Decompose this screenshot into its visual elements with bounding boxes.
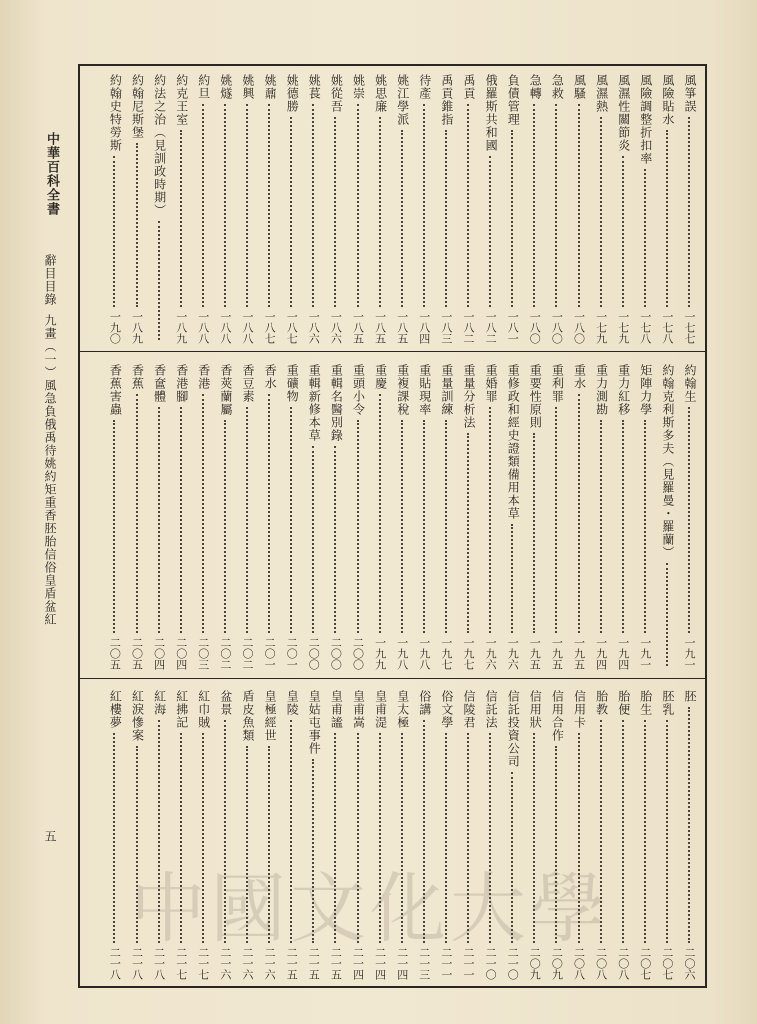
leader-dots <box>268 104 270 307</box>
entry-term: 信用卡 <box>572 690 587 729</box>
entry-term: 姚德勝 <box>285 74 300 113</box>
index-entry <box>259 360 280 674</box>
index-entry <box>237 70 258 348</box>
index-entry <box>502 70 523 348</box>
entry-page: 一八六 <box>329 311 343 344</box>
index-entry <box>259 70 280 348</box>
leader-dots <box>113 733 115 943</box>
index-entry <box>480 360 501 674</box>
entry-term: 重貼現率 <box>417 364 432 416</box>
entry-page: 一九五 <box>550 637 564 670</box>
leader-dots <box>423 420 425 633</box>
running-header: 九畫（一）風急負俄禹待姚約矩重香胚胎信俗皇盾盆紅 <box>43 314 57 626</box>
entry-page: 一八五 <box>351 311 365 344</box>
leader-dots <box>246 104 248 307</box>
entry-page: 一九四 <box>594 637 608 670</box>
leader-dots <box>555 407 557 633</box>
entry-page: 二〇二 <box>241 637 254 670</box>
index-entry <box>569 360 590 674</box>
entry-page: 一七九 <box>616 311 630 344</box>
entry-term: 約旦 <box>196 74 211 100</box>
entry-page: 一九八 <box>395 637 409 670</box>
index-entry <box>546 360 567 674</box>
leader-dots <box>312 104 314 307</box>
leader-dots <box>113 156 115 307</box>
entry-term: 香莢蘭屬 <box>218 364 233 416</box>
entry-term: 紅樓夢 <box>108 690 123 729</box>
entry-page: 二〇一 <box>263 637 277 670</box>
entry-term: 盾皮魚類 <box>241 690 255 742</box>
entry-page: 二一六 <box>263 947 277 980</box>
index-entry <box>679 686 700 984</box>
entry-term: 香港 <box>196 364 211 390</box>
book-title: 中華百科全書 <box>44 132 59 216</box>
index-entry <box>171 360 192 674</box>
leader-dots <box>202 104 204 307</box>
entry-page: 二一七 <box>174 947 188 980</box>
index-entry <box>458 360 479 674</box>
entry-term: 約法之治（見訓政時期） <box>152 74 167 217</box>
leader-dots <box>113 420 115 633</box>
entry-page: 一九七 <box>462 637 475 670</box>
leader-dots <box>180 130 182 307</box>
entry-term: 負債管理 <box>506 74 521 126</box>
entry-term: 重頭小令 <box>351 364 366 416</box>
leader-dots <box>334 117 336 307</box>
index-entry <box>657 360 678 674</box>
index-entry <box>193 360 214 674</box>
entry-term: 皇甫謐 <box>329 690 344 729</box>
leader-dots <box>290 407 292 633</box>
leader-dots <box>423 104 425 307</box>
index-entry <box>392 70 413 348</box>
entry-term: 紅拂記 <box>174 690 189 729</box>
entry-term: 姚興 <box>241 74 255 100</box>
index-entry <box>281 70 302 348</box>
entry-term: 信託投資公司 <box>506 690 521 768</box>
entry-page: 一八〇 <box>572 311 586 344</box>
index-entry <box>127 360 148 674</box>
entry-page: 二〇〇 <box>307 637 321 670</box>
entry-page: 一七七 <box>683 311 696 344</box>
leader-dots <box>357 104 359 307</box>
entry-page: 二〇一 <box>285 637 299 670</box>
entry-term: 信用狀 <box>528 690 543 729</box>
entry-page: 二〇六 <box>683 947 696 980</box>
entry-page: 二一五 <box>285 947 299 980</box>
index-entry <box>414 360 435 674</box>
entry-term: 姚萇 <box>307 74 322 100</box>
index-entry <box>657 686 678 984</box>
index-entry <box>414 70 435 348</box>
entry-term: 重複課稅 <box>395 364 410 416</box>
entry-term: 重婚罪 <box>484 364 499 403</box>
leader-dots <box>312 446 314 633</box>
entry-term: 皇甫湜 <box>373 690 388 729</box>
entry-term: 重量訓練 <box>439 364 454 416</box>
leader-dots <box>158 221 160 340</box>
entry-page: 一九七 <box>439 637 453 670</box>
entry-term: 急轉 <box>528 74 543 100</box>
entry-term: 重力紅移 <box>616 364 631 416</box>
entry-term: 皇陵 <box>285 690 300 716</box>
index-entry <box>348 360 369 674</box>
entry-page: 二一六 <box>218 947 232 980</box>
leader-dots <box>224 420 226 633</box>
entry-term: 信用合作 <box>550 690 565 742</box>
leader-dots <box>246 407 248 633</box>
entry-term: 姚鼐 <box>263 74 278 100</box>
entry-page: 二〇二 <box>218 637 232 670</box>
entry-term: 紅淚慘案 <box>130 690 145 742</box>
entry-page: 二一三 <box>417 947 431 980</box>
leader-dots <box>136 394 138 633</box>
entry-page: 二〇五 <box>108 637 122 670</box>
entry-page: 一九一 <box>638 637 652 670</box>
entry-page: 二〇九 <box>528 947 542 980</box>
leader-dots <box>533 433 535 633</box>
entry-page: 一八二 <box>462 311 475 344</box>
entry-page: 二一四 <box>351 947 365 980</box>
divider-1 <box>80 351 705 352</box>
leader-dots <box>600 420 602 633</box>
index-entry <box>325 360 346 674</box>
entry-term: 約翰生 <box>683 364 697 403</box>
leader-dots <box>644 420 646 633</box>
entry-page: 二〇八 <box>594 947 608 980</box>
entry-page: 一八七 <box>285 311 299 344</box>
entry-term: 紅海 <box>152 690 167 716</box>
leader-dots <box>688 707 690 943</box>
entry-page: 二一五 <box>329 947 343 980</box>
index-entry <box>436 360 457 674</box>
entry-page: 一九八 <box>417 637 431 670</box>
leader-dots <box>290 117 292 307</box>
leader-dots <box>467 104 469 307</box>
leader-dots <box>578 394 580 633</box>
entry-page: 一九九 <box>373 637 387 670</box>
entry-page: 一九五 <box>528 637 542 670</box>
entry-term: 重修政和經史證類備用本草 <box>506 364 521 520</box>
index-entry <box>436 70 457 348</box>
leader-dots <box>401 130 403 307</box>
leader-dots <box>445 130 447 307</box>
leader-dots <box>489 407 491 633</box>
index-entry <box>370 70 391 348</box>
entry-page: 二〇七 <box>638 947 652 980</box>
entry-term: 信陵君 <box>462 690 476 729</box>
entry-term: 約翰尼斯堡 <box>130 74 145 139</box>
entry-term: 信託法 <box>484 690 499 729</box>
leader-dots <box>555 104 557 307</box>
index-entry <box>591 70 612 348</box>
entry-page: 一九〇 <box>108 311 122 344</box>
entry-term: 胚乳 <box>660 690 675 716</box>
entry-page: 二一一 <box>462 947 475 980</box>
entry-term: 胎生 <box>638 690 653 716</box>
leader-dots <box>511 130 513 307</box>
index-entry <box>635 360 656 674</box>
entry-term: 風險貼水 <box>660 74 675 126</box>
leader-dots <box>379 117 381 307</box>
index-entry <box>613 360 634 674</box>
index-entry <box>635 70 656 348</box>
entry-page: 一八九 <box>174 311 188 344</box>
index-entry <box>104 686 125 984</box>
entry-page: 一八八 <box>218 311 232 344</box>
leader-dots <box>136 143 138 307</box>
entry-term: 香水 <box>263 364 278 390</box>
entry-term: 俗講 <box>417 690 432 716</box>
index-entry <box>458 70 479 348</box>
entry-page: 一八五 <box>395 311 409 344</box>
leader-dots <box>622 420 624 633</box>
entry-term: 風濕熱 <box>594 74 609 113</box>
entry-page: 二一八 <box>130 947 144 980</box>
entry-term: 紅巾賊 <box>196 690 211 729</box>
index-entry <box>149 360 170 674</box>
entry-term: 約克王室 <box>174 74 189 126</box>
entry-page: 二〇〇 <box>329 637 343 670</box>
entry-term: 俗文學 <box>439 690 454 729</box>
entry-page: 一九一 <box>683 637 696 670</box>
entry-page: 一八四 <box>417 311 431 344</box>
entry-page: 二一四 <box>395 947 409 980</box>
leader-dots <box>224 104 226 307</box>
entry-term: 香港腳 <box>174 364 189 403</box>
entry-term: 重利罪 <box>550 364 565 403</box>
index-entry <box>480 70 501 348</box>
entry-page: 二〇〇 <box>351 637 365 670</box>
leader-dots <box>202 394 204 633</box>
entry-term: 胎便 <box>616 690 631 716</box>
index-entry <box>613 70 634 348</box>
entry-term: 重輯新修本草 <box>307 364 322 442</box>
leader-dots <box>334 446 336 633</box>
entry-term: 重要性原則 <box>528 364 543 429</box>
entry-term: 重慶 <box>373 364 388 390</box>
index-entry <box>104 360 125 674</box>
entry-term: 香奩體 <box>152 364 167 403</box>
entry-term: 風險調整折扣率 <box>638 74 653 165</box>
index-entry <box>281 360 302 674</box>
leader-dots <box>666 563 668 666</box>
index-entry <box>325 70 346 348</box>
leader-dots <box>578 104 580 307</box>
entry-page: 一八八 <box>196 311 210 344</box>
entry-term: 盆景 <box>218 690 233 716</box>
entry-page: 一八〇 <box>528 311 542 344</box>
entry-term: 姚從吾 <box>329 74 344 113</box>
entry-page: 二一四 <box>373 947 387 980</box>
entry-page: 一九六 <box>506 637 520 670</box>
leader-dots <box>533 104 535 307</box>
leader-dots <box>467 433 469 633</box>
entry-page: 一八八 <box>241 311 254 344</box>
entry-term: 皇太極 <box>395 690 410 729</box>
entry-page: 二一五 <box>307 947 321 980</box>
entry-page: 一八九 <box>130 311 144 344</box>
entry-term: 約翰克利斯多夫（見羅曼・羅蘭） <box>660 364 675 559</box>
entry-term: 風濕性關節炎 <box>616 74 631 152</box>
entry-term: 重量分析法 <box>462 364 476 429</box>
index-entry <box>237 360 258 674</box>
entry-term: 待產 <box>417 74 432 100</box>
entry-page: 二一八 <box>108 947 122 980</box>
leader-dots <box>688 117 690 307</box>
leader-dots <box>644 169 646 307</box>
entry-page: 二〇八 <box>572 947 586 980</box>
entry-term: 姚崇 <box>351 74 366 100</box>
entry-term: 胎教 <box>594 690 609 716</box>
leader-dots <box>622 720 624 943</box>
entry-page: 二一〇 <box>484 947 498 980</box>
leader-dots <box>489 156 491 307</box>
index-entry <box>370 360 391 674</box>
leader-dots <box>180 407 182 633</box>
entry-term: 皇甫嵩 <box>351 690 366 729</box>
entry-page: 一九四 <box>616 637 630 670</box>
leader-dots <box>600 117 602 307</box>
entry-term: 約翰史特勞斯 <box>108 74 123 152</box>
index-entry <box>657 70 678 348</box>
leader-dots <box>666 130 668 307</box>
index-entry <box>679 70 700 348</box>
entry-term: 香豆素 <box>241 364 255 403</box>
entry-term: 急救 <box>550 74 565 100</box>
entry-term: 俄羅斯共和國 <box>484 74 499 152</box>
index-entry <box>679 360 700 674</box>
entry-page: 一八六 <box>307 311 321 344</box>
entry-page: 二一八 <box>152 947 166 980</box>
entry-term: 矩陣力學 <box>638 364 653 416</box>
leader-dots <box>511 524 513 633</box>
index-entry <box>215 360 236 674</box>
index-entry <box>613 686 634 984</box>
entry-page: 一八三 <box>439 311 453 344</box>
entry-page: 一八七 <box>263 311 277 344</box>
leader-dots <box>688 407 690 633</box>
entry-page: 二〇七 <box>660 947 674 980</box>
entry-page: 一七九 <box>594 311 608 344</box>
entry-page: 二〇九 <box>550 947 564 980</box>
entry-page: 一七八 <box>660 311 674 344</box>
entry-page: 一九六 <box>484 637 498 670</box>
entry-page: 二〇五 <box>130 637 144 670</box>
entry-page: 一七八 <box>638 311 652 344</box>
entry-term: 禹貢錐指 <box>439 74 454 126</box>
entry-page: 一九五 <box>572 637 586 670</box>
entry-term: 風箏誤 <box>683 74 697 113</box>
entry-page: 二一一 <box>439 947 453 980</box>
entry-term: 重水 <box>572 364 587 390</box>
entry-term: 姚思廉 <box>373 74 388 113</box>
index-entry <box>635 686 656 984</box>
entry-page: 二〇三 <box>196 637 210 670</box>
leader-dots <box>379 394 381 633</box>
entry-term: 胚 <box>683 690 697 703</box>
leader-dots <box>644 720 646 943</box>
index-entry <box>502 360 523 674</box>
page-number: 五 <box>43 830 57 843</box>
index-entry <box>171 70 192 348</box>
divider-2 <box>80 678 705 679</box>
entry-page: 一八一 <box>506 311 520 344</box>
index-entry <box>392 360 413 674</box>
entry-page: 二一七 <box>196 947 210 980</box>
entry-page: 二〇四 <box>174 637 188 670</box>
index-entry <box>303 360 324 674</box>
entry-term: 重輯名醫別錄 <box>329 364 344 442</box>
leader-dots <box>401 420 403 633</box>
index-entry <box>591 360 612 674</box>
entry-page: 二〇四 <box>152 637 166 670</box>
index-entry <box>524 70 545 348</box>
entry-term: 重力測勘 <box>594 364 609 416</box>
index-entry <box>303 70 324 348</box>
index-entry <box>348 70 369 348</box>
entry-term: 姚燧 <box>218 74 233 100</box>
entry-term: 風騷 <box>572 74 587 100</box>
index-entry <box>104 70 125 348</box>
entry-term: 姚江學派 <box>395 74 410 126</box>
index-entry <box>546 70 567 348</box>
watermark: 中國文化大學 <box>130 864 610 953</box>
entry-page: 一八〇 <box>550 311 564 344</box>
section-title: 辭目目錄 <box>43 254 57 306</box>
leader-dots <box>445 420 447 633</box>
leader-dots <box>158 407 160 633</box>
entry-term: 皇姑屯事件 <box>307 690 322 755</box>
entry-page: 一八五 <box>373 311 387 344</box>
entry-page: 二〇八 <box>616 947 630 980</box>
leader-dots <box>666 720 668 943</box>
entry-term: 香蕉害蟲 <box>108 364 123 416</box>
entry-term: 重礦物 <box>285 364 300 403</box>
entry-term: 香蕉 <box>130 364 145 390</box>
entry-page: 二一〇 <box>506 947 520 980</box>
index-entry <box>524 360 545 674</box>
index-entry <box>193 70 214 348</box>
entry-term: 禹貢 <box>462 74 476 100</box>
entry-page: 二一六 <box>241 947 254 980</box>
entry-term: 皇極經世 <box>263 690 278 742</box>
leader-dots <box>622 156 624 307</box>
index-entry <box>149 70 170 348</box>
leader-dots <box>357 420 359 633</box>
index-entry <box>215 70 236 348</box>
entry-page: 一八二 <box>484 311 498 344</box>
leader-dots <box>268 394 270 633</box>
index-entry <box>569 70 590 348</box>
index-entry <box>127 70 148 348</box>
